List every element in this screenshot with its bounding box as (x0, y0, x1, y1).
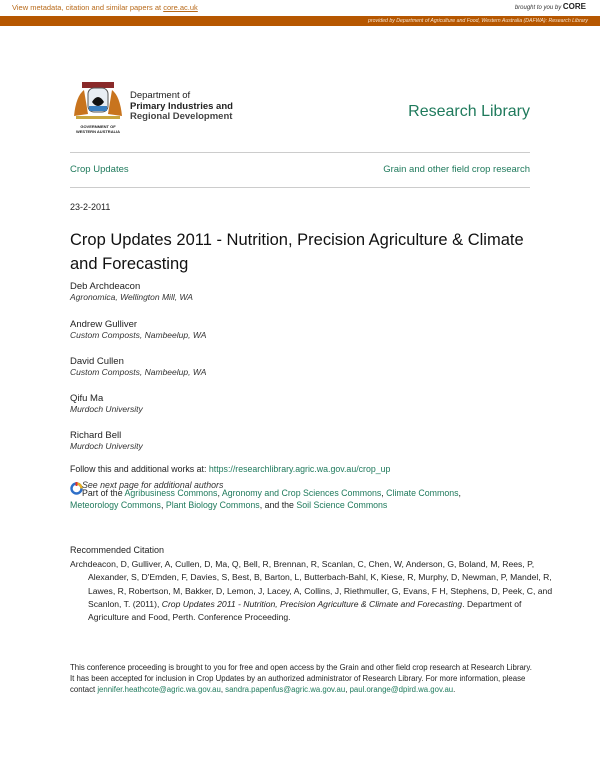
government-crest-icon (70, 80, 126, 129)
email-link[interactable]: sandra.papenfus@agric.wa.gov.au (225, 685, 346, 694)
department-name: Department of Primary Industries and Regional Development (130, 90, 233, 122)
collection-link[interactable]: https://researchlibrary.agric.wa.gov.au/crop_up (208, 464, 391, 474)
citation-text: Archdeacon, D, Gulliver, A, Cullen, D, Ma, Q, Bell, R, Brennan, R, Scanlan, C, Chen, W, Anderson, G, Boland, M, Rees, P, Alexander, S, D'Emden, F, Davies, S, Best, B, Barton, L, Butterbach-Bahl, K, Kiese, R, Murphy, D, Newman, P, Mandel, R, Lawes, R, Robertson, M, Bakker, D, Lemon, J, Lacey, A, Collins, J, Riethmuller, G, Evans, F H, Stephens, D, Peek, C, and Scanlon, T. (2011), Crop Updates 2011 - Nutrition, Precision Agriculture & Climate and Forecasting. Department of Agriculture and Food, Perth. Conference Proceeding. (70, 559, 553, 623)
page-title: Crop Updates 2011 - Nutrition, Precision Agriculture & Climate and Forecasting (70, 231, 524, 273)
author: David Cullen Custom Composts, Nambeelup, WA (70, 355, 207, 377)
nav-crop-updates[interactable]: Crop Updates (70, 164, 129, 175)
email-link[interactable]: jennifer.heathcote@agric.wa.gov.au (97, 685, 221, 694)
follow-line: Follow this and additional works at: https://researchlibrary.agric.wa.gov.au/crop_up (70, 464, 391, 474)
core-link[interactable]: core.ac.uk (163, 3, 198, 12)
see-next-page-notice: See next page for additional authors (82, 480, 224, 490)
nav-grain-research[interactable]: Grain and other field crop research (383, 164, 530, 175)
access-notice: This conference proceeding is brought to you for free and open access by the Grain and other field crop research at Research Library. It has been accepted for inclusion in Crop Updates by an authorized administrator of Research Library. For more information, please contact jennifer.heathcote@agric.wa.gov.au, sandra.papenfus@agric.wa.gov.au, paul.orange@dpird.wa.gov.au. (70, 663, 532, 694)
part-of-commons-line2: Meteorology Commons, Plant Biology Commons, and the Soil Science Commons (70, 500, 388, 510)
commons-link[interactable]: Agronomy and Crop Sciences Commons (221, 488, 382, 498)
divider (70, 152, 530, 153)
author: Andrew Gulliver Custom Composts, Nambeelup, WA (70, 318, 207, 340)
commons-link[interactable]: Meteorology Commons (70, 500, 161, 510)
commons-link[interactable]: Plant Biology Commons (165, 500, 260, 510)
core-logo: CORE (562, 2, 586, 11)
author: Richard Bell Murdoch University (70, 429, 143, 451)
part-of-commons: Part of the Agribusiness Commons, Agronomy and Crop Sciences Commons, Climate Commons, (82, 488, 461, 498)
research-library-title[interactable]: Research Library (408, 103, 530, 120)
metadata-notice: View metadata, citation and similar papers at core.ac.uk (12, 3, 198, 12)
citation-heading: Recommended Citation (70, 545, 165, 555)
author: Deb Archdeacon Agronomica, Wellington Mill, WA (70, 281, 193, 302)
core-topbar (0, 0, 600, 16)
author: Qifu Ma Murdoch University (70, 392, 143, 414)
commons-link[interactable]: Climate Commons (386, 488, 459, 498)
logo-caption: GOVERNMENT OF WESTERN AUSTRALIA (75, 124, 121, 134)
commons-link[interactable]: Soil Science Commons (296, 500, 388, 510)
author-list (70, 281, 206, 451)
provider-banner: provided by Department of Agriculture and Food, Western Australia (DAFWA): Research Library (0, 16, 600, 26)
divider (70, 187, 530, 188)
publication-date: 23-2-2011 (70, 202, 111, 212)
core-branding[interactable]: brought to you by CORE (514, 2, 586, 11)
email-link[interactable]: paul.orange@dpird.wa.gov.au (349, 685, 454, 694)
commons-link[interactable]: Agribusiness Commons (124, 488, 218, 498)
